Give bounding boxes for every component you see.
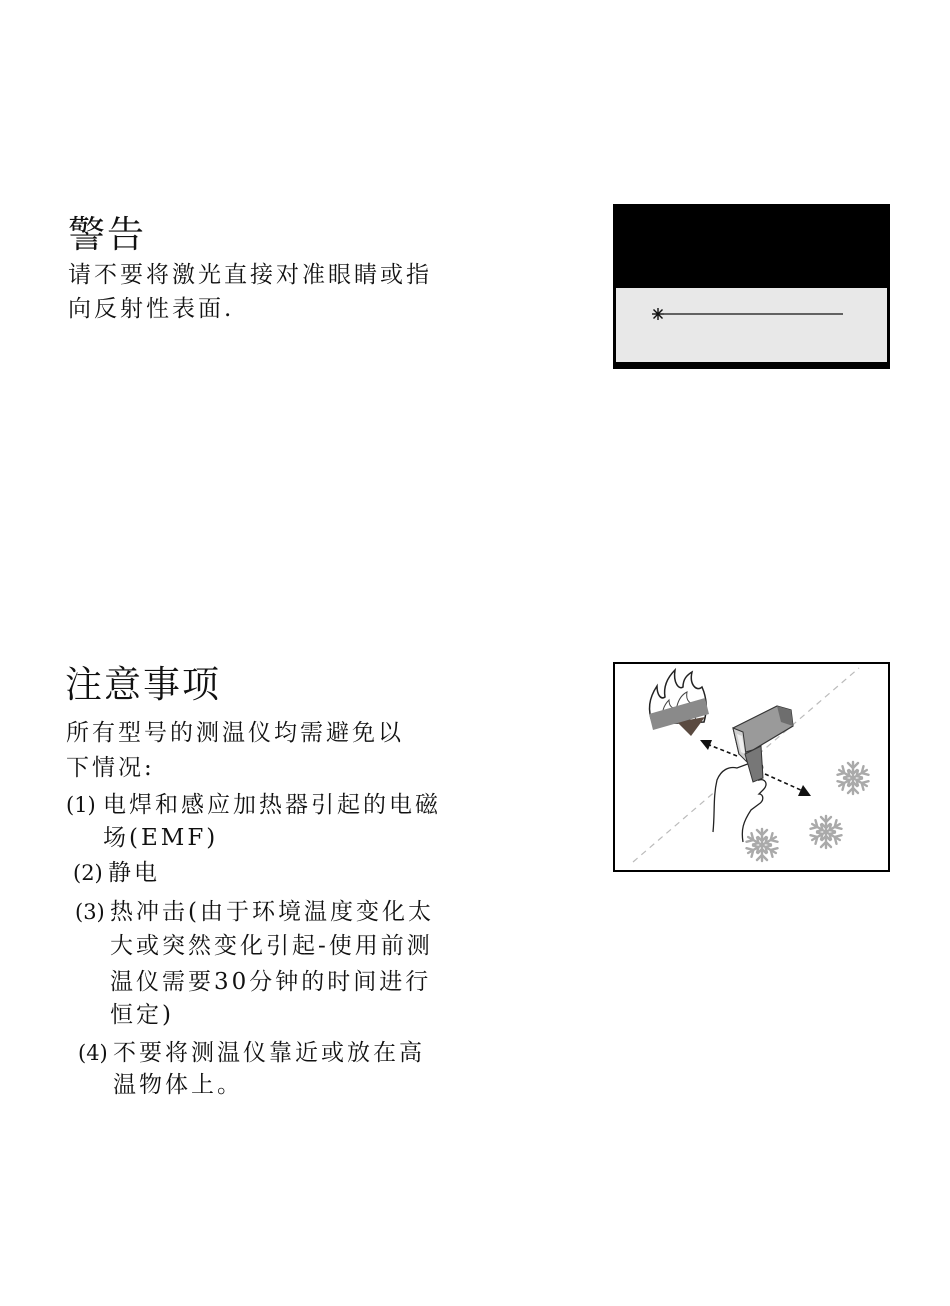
list-item-text: 温仪需要30分钟的时间进行	[110, 969, 432, 995]
list-item-number: (3)	[75, 900, 105, 924]
caution-intro-line: 所有型号的测温仪均需避免以	[66, 720, 404, 746]
warning-text-line: 请不要将激光直接对准眼睛或指	[68, 262, 432, 288]
warning-text-line: 向反射性表面.	[68, 296, 235, 322]
thermal-shock-illustration	[613, 662, 890, 872]
laser-label-panel	[616, 288, 887, 362]
list-item-text: 场(EMF)	[103, 825, 219, 851]
list-item-text: 静电	[108, 860, 160, 886]
list-item-text: 温物体上。	[113, 1072, 243, 1098]
list-item-text: 不要将测温仪靠近或放在高	[113, 1040, 425, 1066]
list-item-text: 恒定)	[110, 1002, 174, 1028]
list-item-number: (2)	[73, 861, 103, 885]
list-item-number: (4)	[78, 1041, 108, 1065]
warning-title: 警告	[68, 213, 146, 256]
laser-warning-label	[613, 204, 890, 369]
list-item-text: 电焊和感应加热器引起的电磁	[103, 792, 441, 818]
list-item-number: (1)	[66, 793, 96, 817]
caution-intro-line: 下情况:	[66, 755, 155, 781]
laser-beam-graphic	[616, 288, 887, 362]
list-item-text: 大或突然变化引起-使用前测	[110, 933, 433, 959]
caution-title: 注意事项	[65, 663, 221, 706]
list-item-text: 热冲击(由于环境温度变化太	[110, 899, 434, 925]
laser-starburst-icon	[652, 308, 664, 320]
illustration-canvas	[613, 662, 890, 872]
